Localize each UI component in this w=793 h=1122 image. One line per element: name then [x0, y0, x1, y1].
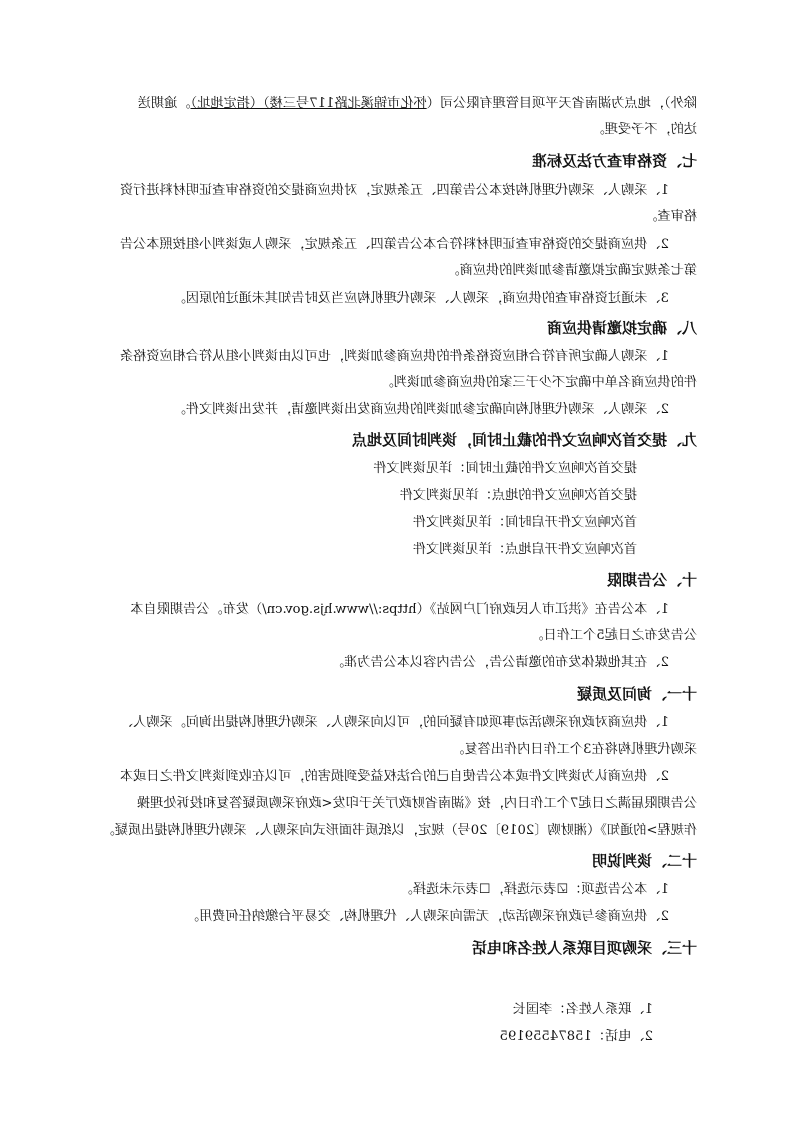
- paragraph-line: 2、采购人、采购代理机构向确定参加谈判的供应商发出谈判邀请，并发出谈判文件。: [172, 402, 669, 417]
- paragraph-line: 1、本公告在《洪江市人民政府门户网站》（https://www.hjs.gov.cn/）发布。公告期限自本: [130, 602, 669, 617]
- paragraph-line: 首次响应文件开启时间：详见谈判文件: [412, 515, 637, 530]
- paragraph-line: 件的供应商名单中确定不少于三家的供应商参加谈判。: [380, 375, 697, 390]
- address-underlined: 怀化市锦溪北路117号三楼）（指定地址）: [190, 96, 427, 111]
- paragraph-line: 2、在其他媒体发布的邀请公告，公告内容以本公告为准。: [330, 655, 669, 670]
- contact-phone: 2、电话：15874559195: [499, 1029, 653, 1044]
- paragraph-line: 采购代理机构将在3个工作日内作出答复。: [451, 742, 697, 757]
- paragraph-line: 公告期限届满之日起7个工作日内，按《湖南省财政厅关于印发<政府采购质疑答复和投诉处理操: [136, 796, 697, 811]
- paragraph-line: 3、未通过资格审查的供应商，采购人、采购代理机构应当及时告知其未通过的原因。: [172, 291, 669, 306]
- paragraph-line: 首次响应文件开启地点：详见谈判文件: [412, 542, 637, 557]
- paragraph-line: 1、本公告选项：☑表示选择，☐表示未选择。: [399, 882, 669, 897]
- section-heading: 十二、谈判说明: [591, 852, 697, 870]
- section-heading: 七、资格审查方法及标准: [531, 152, 697, 170]
- contact-name: 1、联系人姓名：李国长: [512, 1002, 653, 1017]
- section-heading: 十三、采购项目联系人姓名和电话: [471, 939, 697, 957]
- paragraph-line: 1、采购人、采购代理机构按本公告第四、五条规定，对供应商提交的资格审查证明材料进行资: [119, 183, 669, 198]
- paragraph-line: 第七条规定确定拟邀请参加谈判的供应商。: [446, 263, 697, 278]
- paragraph-line: 1、采购人确定所有符合相应资格条件的供应商参加谈判，也可以由谈判小组从符合相应资格条: [119, 349, 669, 364]
- section-heading: 九、提交首次响应文件的截止时间，谈判时间及地点: [351, 431, 697, 449]
- paragraph-line: 1、供应商对政府采购活动事项如有疑问的，可以向采购人、采购代理机构提出询问。采购人、: [119, 715, 669, 730]
- text-span: 除外），地点为湖南省天平项目管理有限公司（: [426, 96, 697, 111]
- paragraph-line: 公告发布之日起5个工作日。: [530, 628, 697, 643]
- text-span: 。逾期送: [137, 96, 191, 111]
- paragraph-line: 2、供应商认为谈判文件或本公告使自己的合法权益受到损害的，可以在收到谈判文件之日或本: [119, 769, 669, 784]
- paragraph-line: 提交首次响应文件的截止时间：详见谈判文件: [373, 461, 637, 476]
- paragraph-line: 2、供应商提交的资格审查证明材料符合本公告第四、五条规定，采购人或谈判小组按照本公告: [119, 237, 669, 252]
- paragraph-line: 提交首次响应文件的地点：详见谈判文件: [399, 488, 637, 503]
- paragraph-line: 作规程>的通知》（湘财购〔2019〕20号）规定，以纸质书面形式向采购人、采购代理机构提出质疑。: [101, 823, 697, 838]
- paragraph-line: 格审查。: [644, 209, 697, 224]
- text-line: 达的，不予受理。: [591, 122, 697, 137]
- section-heading: 十一、询问及质疑: [576, 685, 697, 703]
- section-heading: 十、公告期限: [606, 571, 697, 589]
- paragraph-line: 2、供应商参与政府采购活动，无需向采购人、代理机构、交易平台缴纳任何费用。: [185, 909, 669, 924]
- text-line: [93, 94, 697, 114]
- section-heading: 八、确定拟邀请供应商: [546, 319, 697, 337]
